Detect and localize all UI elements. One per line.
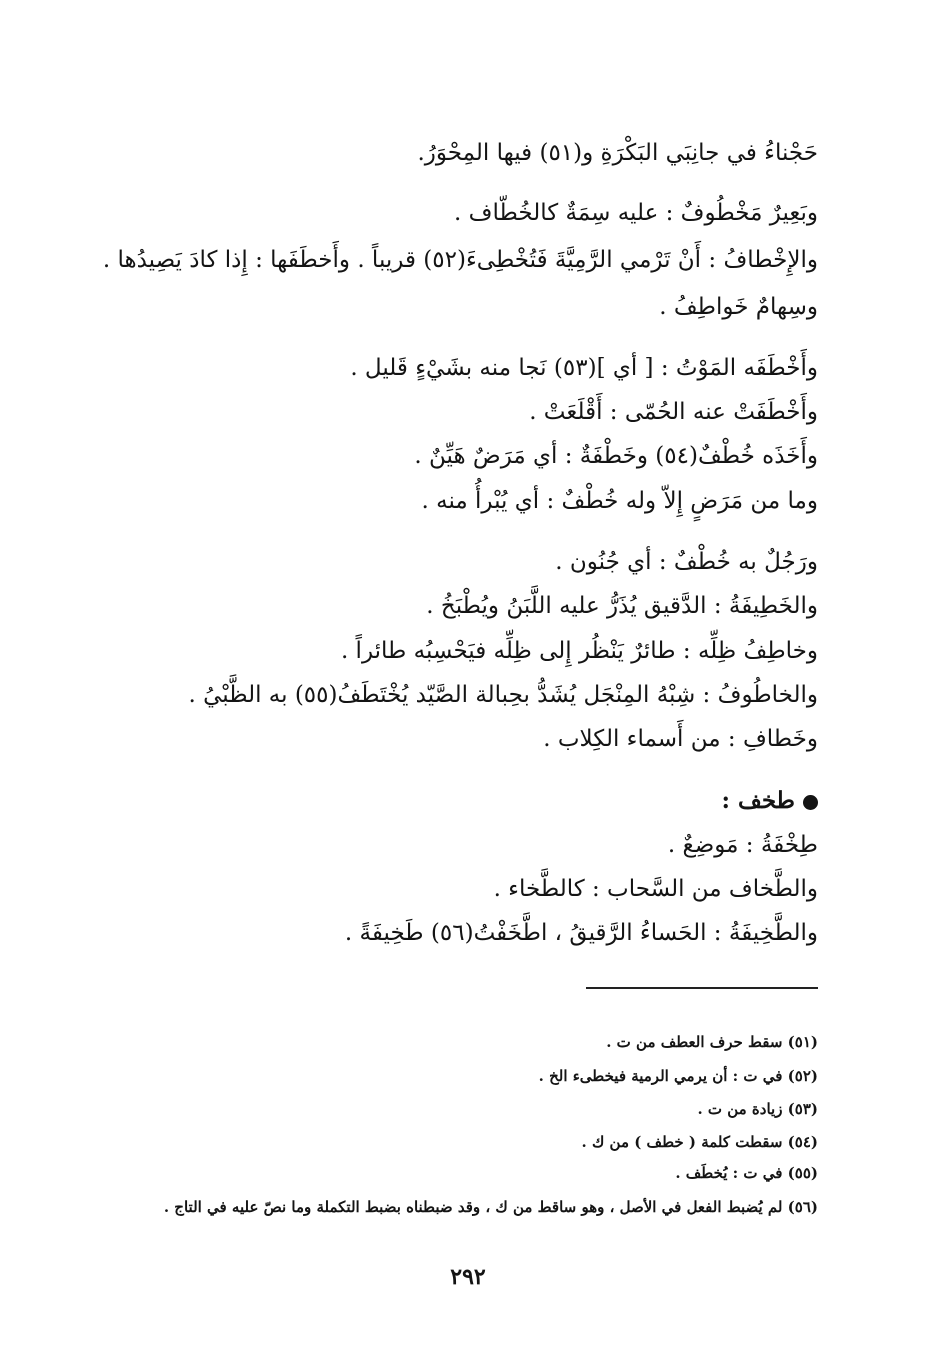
footnote-51: (٥١) سقط حرف العطف من ت .: [606, 1033, 818, 1051]
body-line-6: وأَخْطَفَتْ عنه الحُمّى : أَقْلَعَتْ .: [529, 399, 818, 425]
body-line-8: وما من مَرَضٍ إِلاّ وله خُطْفٌ : أي يُبْرأُ منه .: [421, 488, 818, 514]
footnote-56: (٥٦) لم يُضبط الفعل في الأصل ، وهو ساقط من ك ، وقد ضبطناه بضبط التكملة وما نصّ عليه في التاج .: [163, 1198, 818, 1216]
entry-heading-text: طخف :: [721, 787, 795, 814]
body-line-12: والخاطُوفُ : شِبْهُ المِنْجَل يُشَدُّ بحِبالة الصَّيّد يُخْتَطَفُ(٥٥) به الظَّبْيُ .: [188, 682, 818, 708]
entry-line-3: والطَّخِيفَةُ : الحَساءُ الرَّقيقُ ، اطَّخَفْتُ(٥٦) طَخِيفَةً .: [344, 920, 818, 946]
body-line-7: وأَخَذَه خُطْفٌ(٥٤) وخَطْفَةٌ : أي مَرَضٌ هَيِّنٌ .: [414, 443, 818, 469]
entry-line-1: طِخْفَةُ : مَوضِعٌ .: [667, 832, 818, 858]
footnote-54: (٥٤) سقطت كلمة ( خطف ) من ك .: [581, 1133, 818, 1151]
footnote-divider: [586, 987, 818, 989]
body-line-1: حَجْناءُ في جانِبَي البَكْرَةِ و(٥١) فيها المِحْوَرُ.: [417, 140, 818, 166]
body-line-13: وخَطافِ : من أَسماء الكِلاب .: [543, 726, 818, 752]
body-line-11: وخاطِفُ ظِلِّه : طائرٌ يَنْظُر إِلى ظِلِّه فيَحْسِبُه طائراً .: [340, 638, 818, 664]
page-number: ٢٩٢: [450, 1264, 486, 1290]
body-line-2: وبَعِيرٌ مَخْطُوفٌ : عليه سِمَةٌ كالخُطّاف .: [454, 200, 818, 226]
body-line-5: وأَخْطَفَه المَوْتُ : [ أي ](٥٣) نَجا منه بشَيْءٍ قَليل .: [350, 355, 818, 381]
body-line-10: والخَطِيفَةُ : الدَّقيق يُذَرُّ عليه اللَّبَنُ ويُطْبَخُ .: [426, 593, 818, 619]
footnote-53: (٥٣) زيادة من ت .: [697, 1100, 818, 1118]
footnote-52: (٥٢) في ت : أن يرمي الرمية فيخطىء الخ .: [538, 1067, 818, 1085]
body-line-4: وسِهامٌ خَواطِفُ .: [659, 294, 818, 320]
body-line-3: والإِخْطافُ : أَنْ تَرْمي الرَّمِيَّةَ فَتُخْطِىءَ(٥٢) قريباً . وأَخطَفَها : إِذا كادَ يَصِيدُها .: [102, 247, 818, 273]
bullet-icon: [803, 795, 818, 810]
entry-line-2: والطَّخاف من السَّحاب : كالطَّخاء .: [493, 876, 818, 902]
entry-heading: [722, 784, 818, 818]
footnote-55: (٥٥) في ت : يُخطَف .: [675, 1164, 818, 1182]
body-line-9: ورَجُلٌ به خُطْفٌ : أي جُنُون .: [555, 549, 818, 575]
